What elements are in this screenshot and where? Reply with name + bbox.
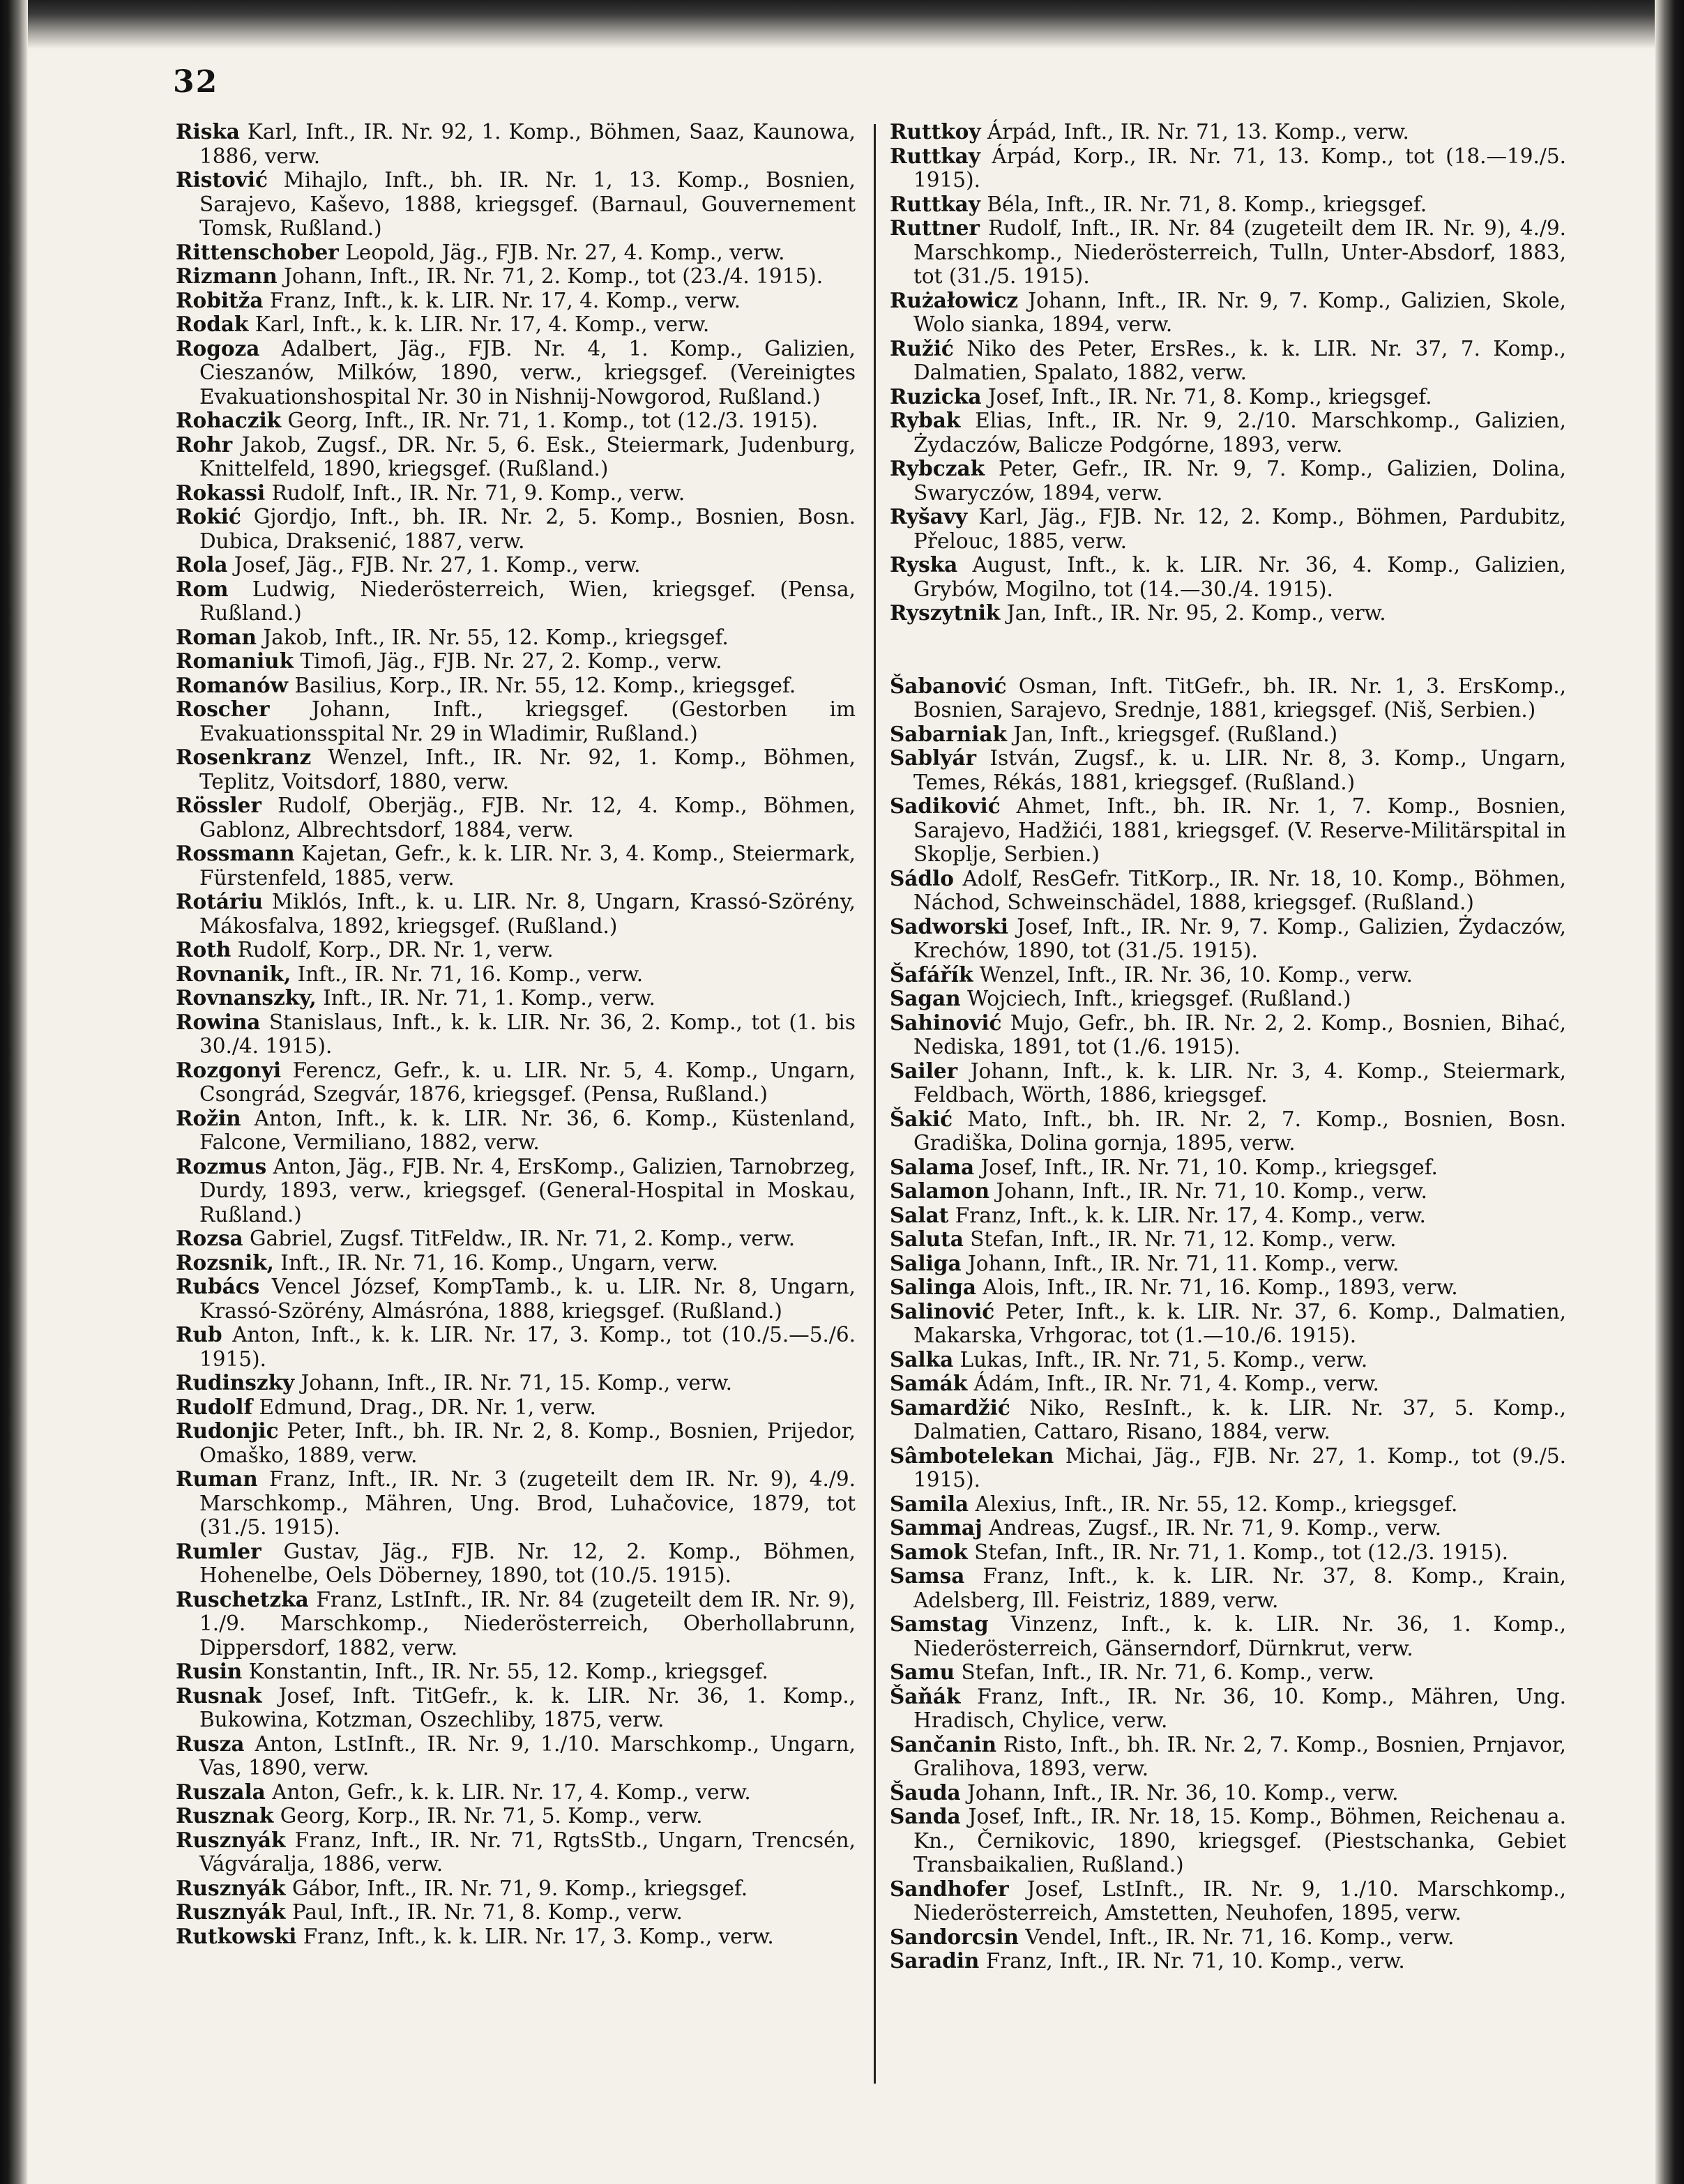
entry-details: Josef, Inft., IR. Nr. 9, 7. Komp., Galizien, Żydaczów, Krechów, 1890, tot (31./5. 1915). (913, 914, 1566, 962)
entry-surname: Rizmann (176, 264, 278, 288)
entry-surname: Rybak (890, 408, 961, 432)
entry-surname: Romanów (176, 672, 289, 697)
entry-details: Edmund, Drag., DR. Nr. 1, verw. (252, 1395, 596, 1419)
entry-surname: Salamon (890, 1178, 990, 1203)
entry-surname: Ruszala (176, 1779, 266, 1804)
entry-surname: Sadiković (890, 794, 1001, 818)
entry-surname: Sâmbotelekan (890, 1443, 1054, 1468)
entry-details: Rudolf, Oberjäg., FJB. Nr. 12, 4. Komp., Böhmen, Gablonz, Albrechtsdorf, 1884, verw. (199, 794, 856, 842)
entry-details: Johann, Inft., IR. Nr. 71, 10. Komp., verw. (989, 1179, 1427, 1203)
entry-details: Ahmet, Inft., bh. IR. Nr. 1, 7. Komp., Bosnien, Sarajevo, Hadžići, 1881, kriegsgef. (V. Reserve-Militärspital in Skoplje, Serbien.) (913, 794, 1566, 866)
register-entry (890, 457, 1566, 505)
entry-surname: Ryszytnik (890, 600, 1001, 625)
entry-surname: Sammaj (890, 1515, 983, 1540)
entry-surname: Samsa (890, 1563, 965, 1588)
entry-surname: Sadworski (890, 913, 1008, 939)
register-entry (890, 1252, 1566, 1276)
scan-left-edge (0, 0, 28, 2184)
scan-right-edge (1655, 0, 1684, 2184)
entry-surname: Riska (176, 119, 240, 144)
entry-details: Karl, Inft., k. k. LIR. Nr. 17, 4. Komp., verw. (248, 312, 710, 336)
register-entry (890, 144, 1566, 192)
entry-surname: Samok (890, 1539, 968, 1564)
register-entry (176, 1467, 856, 1540)
register-entry (176, 1010, 856, 1059)
register-entry (890, 987, 1566, 1011)
register-entry (176, 1155, 856, 1227)
entry-details: Josef, Inft., IR. Nr. 18, 15. Komp., Böhmen, Reichenau a. Kn., Černikovic, 1890, kriegsgef. (Piestschanka, Gebiet Transbaikalien, Rußland.) (913, 1805, 1566, 1876)
register-entry (890, 1107, 1566, 1155)
register-entry (176, 168, 856, 241)
entry-details: Árpád, Inft., IR. Nr. 71, 13. Komp., verw. (980, 120, 1409, 144)
entry-details: Paul, Inft., IR. Nr. 71, 8. Komp., verw. (285, 1900, 683, 1924)
entry-details: Anton, LstInft., IR. Nr. 9, 1./10. Marschkomp., Ungarn, Vas, 1890, verw. (199, 1731, 856, 1780)
right-column (890, 120, 1566, 1973)
register-entry (890, 1564, 1566, 1612)
right-column-r-entries (890, 120, 1566, 625)
register-entry (176, 649, 856, 674)
register-entry (176, 312, 856, 337)
register-entry (890, 1227, 1566, 1252)
entry-details: Peter, Gefr., IR. Nr. 9, 7. Komp., Galizien, Dolina, Swaryczów, 1894, verw. (913, 457, 1566, 505)
entry-details: Adolf, ResGefr. TitKorp., IR. Nr. 18, 10. Komp., Böhmen, Náchod, Schweinschädel, 1888, kriegsgef. (Rußland.) (913, 866, 1566, 914)
page-number: 32 (173, 64, 219, 100)
register-entry (176, 842, 856, 890)
register-entry (176, 1925, 856, 1949)
register-entry (176, 1323, 856, 1371)
entry-surname: Rola (176, 552, 228, 577)
register-entry (176, 120, 856, 168)
register-entry (890, 1733, 1566, 1781)
entry-surname: Salinga (890, 1275, 977, 1299)
entry-surname: Rodak (176, 312, 249, 336)
register-entry (890, 216, 1566, 289)
register-entry (176, 1540, 856, 1588)
entry-surname: Salka (890, 1347, 954, 1372)
entry-surname: Sabarniak (890, 721, 1007, 746)
entry-details: Franz, Inft., IR. Nr. 71, 10. Komp., verw. (979, 1949, 1405, 1973)
entry-details: Rudolf, Inft., IR. Nr. 84 (zugeteilt dem IR. Nr. 9), 4./9. Marschkomp., Niederösterreich, Tulln, Unter-Absdorf, 1883, tot (31./5. 1915). (913, 216, 1566, 288)
entry-details: Stanislaus, Inft., k. k. LIR. Nr. 36, 2. Komp., tot (1. bis 30./4. 1915). (199, 1010, 856, 1058)
entry-surname: Rozgonyi (176, 1057, 282, 1082)
entry-details: Franz, Inft., k. k. LIR. Nr. 17, 3. Komp., verw. (296, 1924, 774, 1948)
entry-surname: Rohr (176, 432, 233, 457)
entry-surname: Rozmus (176, 1153, 267, 1178)
register-entry (890, 289, 1566, 337)
register-entry (890, 1492, 1566, 1517)
register-entry (176, 577, 856, 625)
entry-surname: Rozsnik, (176, 1250, 274, 1275)
entry-details: István, Zugsf., k. u. LIR. Nr. 8, 3. Komp., Ungarn, Temes, Rékás, 1881, kriegsgef. (Rußland.) (913, 746, 1566, 794)
entry-surname: Saradin (890, 1948, 980, 1973)
column-divider (874, 124, 876, 2084)
entry-details: Johann, Inft., IR. Nr. 71, 2. Komp., tot (23./4. 1915). (277, 264, 824, 288)
entry-surname: Samila (890, 1491, 969, 1516)
register-entry (890, 1877, 1566, 1925)
register-entry (890, 1781, 1566, 1805)
entry-details: Wenzel, Inft., IR. Nr. 92, 1. Komp., Böhmen, Teplitz, Voitsdorf, 1880, verw. (199, 745, 856, 794)
register-entry (176, 409, 856, 433)
register-entry (176, 986, 856, 1010)
register-entry (176, 289, 856, 313)
entry-surname: Rutkowski (176, 1923, 297, 1948)
entry-surname: Ruttkay (890, 191, 980, 216)
entry-surname: Ruttkay (890, 143, 980, 168)
entry-surname: Rusznyák (176, 1827, 286, 1852)
entry-surname: Robitža (176, 287, 264, 312)
entry-details: Johann, Inft., IR. Nr. 36, 10. Komp., verw. (960, 1780, 1399, 1805)
entry-details: Ludwig, Niederösterreich, Wien, kriegsgef. (Pensa, Rußland.) (199, 577, 856, 625)
entry-details: Stefan, Inft., IR. Nr. 71, 6. Komp., verw. (955, 1660, 1375, 1684)
entry-surname: Ruzicka (890, 384, 982, 409)
register-entry (890, 192, 1566, 217)
entry-surname: Rožin (176, 1105, 241, 1130)
register-entry (176, 505, 856, 553)
register-entry (176, 938, 856, 962)
entry-details: Mujo, Gefr., bh. IR. Nr. 2, 2. Komp., Bosnien, Bihać, Nediska, 1891, tot (1./6. 1915). (913, 1010, 1566, 1059)
entry-details: Gabriel, Zugsf. TitFeldw., IR. Nr. 71, 2. Komp., verw. (243, 1227, 796, 1250)
entry-surname: Roth (176, 937, 232, 962)
entry-details: Niko, ResInft., k. k. LIR. Nr. 37, 5. Komp., Dalmatien, Cattaro, Risano, 1884, verw. (913, 1395, 1566, 1443)
entry-details: Franz, Inft., k. k. LIR. Nr. 17, 4. Komp., verw. (948, 1203, 1426, 1227)
entry-surname: Rokassi (176, 480, 266, 505)
entry-details: Franz, LstInft., IR. Nr. 84 (zugeteilt dem IR. Nr. 9), 1./9. Marschkomp., Niederösterreich, Oberhollabrunn, Dippersdorf, 1882, verw. (199, 1587, 856, 1660)
register-entry (176, 1732, 856, 1780)
register-entry (890, 1396, 1566, 1444)
entry-surname: Rumler (176, 1538, 261, 1563)
entry-surname: Ruttkoy (890, 119, 981, 144)
entry-surname: Rokić (176, 504, 241, 529)
register-entry (890, 1540, 1566, 1565)
entry-details: Inft., IR. Nr. 71, 16. Komp., verw. (291, 962, 644, 986)
entry-details: Peter, Inft., bh. IR. Nr. 2, 8. Komp., Bosnien, Prijedor, Omaško, 1889, verw. (199, 1419, 856, 1467)
entry-details: Inft., IR. Nr. 71, 1. Komp., verw. (316, 986, 655, 1010)
entry-details: Leopold, Jäg., FJB. Nr. 27, 4. Komp., verw. (338, 240, 785, 264)
entry-details: Johann, Inft., kriegsgef. (Gestorben im Evakuationsspital Nr. 29 in Wladimir, Rußland.) (199, 697, 856, 745)
left-column (176, 120, 856, 1948)
entry-surname: Sandhofer (890, 1876, 1009, 1901)
register-entry (176, 1876, 856, 1901)
entry-surname: Rub (176, 1322, 222, 1347)
entry-details: Anton, Jäg., FJB. Nr. 4, ErsKomp., Galizien, Tarnobrzeg, Durdy, 1893, verw., kriegsgef. (General-Hospital in Moskau, Rußland.) (199, 1154, 856, 1227)
entry-surname: Rössler (176, 793, 261, 817)
register-entry (890, 1516, 1566, 1540)
register-entry (176, 337, 856, 409)
entry-surname: Roman (176, 624, 257, 649)
register-entry (890, 722, 1566, 747)
register-entry (176, 241, 856, 265)
entry-details: Elias, Inft., IR. Nr. 9, 2./10. Marschkomp., Galizien, Żydaczów, Balicze Podgórne, 1893, verw. (913, 409, 1566, 457)
entry-details: Jakob, Zugsf., DR. Nr. 5, 6. Esk., Steiermark, Judenburg, Knittelfeld, 1890, kriegsgef. (Rußland.) (199, 432, 856, 480)
entry-details: Lukas, Inft., IR. Nr. 71, 5. Komp., verw. (953, 1347, 1368, 1372)
entry-details: Andreas, Zugsf., IR. Nr. 71, 9. Komp., verw. (982, 1516, 1441, 1540)
entry-details: Anton, Inft., k. k. LIR. Nr. 36, 6. Komp., Küstenland, Falcone, Vermiliano, 1882, verw. (199, 1106, 856, 1154)
register-entry (890, 1059, 1566, 1107)
entry-surname: Sablyár (890, 745, 977, 770)
register-entry (890, 553, 1566, 601)
entry-details: Vinzenz, Inft., k. k. LIR. Nr. 36, 1. Komp., Niederösterreich, Gänserndorf, Dürnkrut, verw. (913, 1612, 1566, 1660)
entry-details: Béla, Inft., IR. Nr. 71, 8. Komp., kriegsgef. (980, 192, 1427, 216)
entry-surname: Šafářík (890, 962, 973, 987)
entry-details: Rudolf, Korp., DR. Nr. 1, verw. (231, 938, 554, 962)
entry-surname: Rusza (176, 1731, 245, 1756)
entry-details: Miklós, Inft., k. u. LIR. Nr. 8, Ungarn, Krassó-Szörény, Mákosfalva, 1892, kriegsgef. (Rußland.) (199, 890, 856, 938)
register-entry (890, 1612, 1566, 1660)
entry-surname: Roscher (176, 697, 270, 721)
entry-details: Franz, Inft., IR. Nr. 36, 10. Komp., Mähren, Ung. Hradisch, Chylice, verw. (913, 1684, 1566, 1732)
entry-surname: Sagan (890, 986, 961, 1010)
entry-surname: Rovnanik, (176, 961, 291, 986)
register-entry (176, 794, 856, 842)
entry-surname: Ryska (890, 552, 958, 577)
entry-surname: Romaniuk (176, 649, 294, 673)
entry-details: Johann, Inft., k. k. LIR. Nr. 3, 4. Komp., Steiermark, Feldbach, Wörth, 1886, kriegsgef. (913, 1059, 1566, 1107)
register-entry (890, 1179, 1566, 1204)
entry-details: Johann, Inft., IR. Nr. 71, 15. Komp., verw. (294, 1371, 733, 1395)
register-entry (890, 915, 1566, 963)
entry-details: Anton, Inft., k. k. LIR. Nr. 17, 3. Komp., tot (10./5.—5./6. 1915). (199, 1323, 856, 1371)
entry-details: Stefan, Inft., IR. Nr. 71, 12. Komp., verw. (963, 1227, 1397, 1251)
entry-details: Wenzel, Inft., IR. Nr. 36, 10. Komp., verw. (973, 962, 1413, 987)
entry-surname: Rowina (176, 1009, 261, 1034)
register-entry (176, 553, 856, 577)
register-entry (890, 337, 1566, 385)
register-entry (176, 1227, 856, 1251)
entry-surname: Šaňák (890, 1683, 961, 1708)
register-entry (890, 1444, 1566, 1492)
entry-details: Josef, Inft. TitGefr., k. k. LIR. Nr. 36, 1. Komp., Bukowina, Kotzman, Oszechliby, 1875, verw. (199, 1683, 856, 1731)
register-entry (890, 794, 1566, 867)
entry-details: Josef, Inft., IR. Nr. 71, 10. Komp., kriegsgef. (974, 1155, 1438, 1179)
entry-surname: Sanda (890, 1804, 961, 1828)
register-entry (176, 264, 856, 289)
entry-details: Gábor, Inft., IR. Nr. 71, 9. Komp., kriegsgef. (285, 1876, 748, 1900)
entry-details: Karl, Jäg., FJB. Nr. 12, 2. Komp., Böhmen, Pardubitz, Přelouc, 1885, verw. (913, 505, 1566, 553)
entry-surname: Rossmann (176, 841, 295, 865)
register-entry (176, 745, 856, 794)
register-entry (890, 963, 1566, 987)
entry-details: Josef, Jäg., FJB. Nr. 27, 1. Komp., verw. (227, 553, 641, 577)
register-entry (176, 674, 856, 698)
entry-details: Basilius, Korp., IR. Nr. 55, 12. Komp., kriegsgef. (288, 673, 796, 697)
register-entry (890, 1348, 1566, 1372)
entry-surname: Rubács (176, 1274, 260, 1298)
entry-surname: Ruschetzka (176, 1586, 309, 1612)
register-entry (176, 1251, 856, 1275)
entry-surname: Rosenkranz (176, 745, 312, 769)
register-entry (890, 1300, 1566, 1348)
register-entry (890, 1925, 1566, 1950)
entry-details: Vendel, Inft., IR. Nr. 71, 16. Komp., verw. (1018, 1925, 1455, 1949)
register-entry (890, 1949, 1566, 1973)
entry-surname: Rohaczik (176, 408, 282, 432)
register-entry (890, 867, 1566, 915)
entry-surname: Rudonjic (176, 1418, 279, 1443)
entry-details: Alois, Inft., IR. Nr. 71, 16. Komp., 1893, verw. (976, 1275, 1458, 1299)
register-entry (176, 1684, 856, 1732)
entry-details: Josef, Inft., IR. Nr. 71, 8. Komp., kriegsgef. (981, 384, 1432, 409)
register-entry (176, 1780, 856, 1805)
register-entry (176, 1059, 856, 1107)
entry-details: Konstantin, Inft., IR. Nr. 55, 12. Komp., kriegsgef. (242, 1660, 768, 1683)
register-entry (890, 120, 1566, 144)
entry-details: Gustav, Jäg., FJB. Nr. 12, 2. Komp., Böhmen, Hohenelbe, Oels Döberney, 1890, tot (10./5. 1915). (199, 1539, 856, 1587)
entry-surname: Saliga (890, 1250, 962, 1275)
register-entry (890, 1805, 1566, 1877)
entry-surname: Sahinović (890, 1010, 1002, 1035)
register-entry (176, 1804, 856, 1828)
entry-details: Karl, Inft., IR. Nr. 92, 1. Komp., Böhmen, Saaz, Kaunowa, 1886, verw. (199, 120, 856, 168)
scan-top-edge (0, 0, 1684, 49)
entry-details: Adalbert, Jäg., FJB. Nr. 4, 1. Komp., Galizien, Cieszanów, Milków, 1890, verw., kriegsgef. (Vereinigtes Evakuationshospital Nr. 30 in Nishnij-Nowgorod, Rußland.) (199, 336, 856, 409)
entry-details: Jan, Inft., kriegsgef. (Rußland.) (1006, 722, 1338, 746)
register-entry (176, 1371, 856, 1395)
entry-details: Risto, Inft., bh. IR. Nr. 2, 7. Komp., Bosnien, Prnjavor, Gralihova, 1893, verw. (913, 1732, 1566, 1780)
entry-details: Rudolf, Inft., IR. Nr. 71, 9. Komp., verw. (265, 480, 685, 505)
entry-surname: Sančanin (890, 1731, 997, 1757)
entry-surname: Rittenschober (176, 239, 339, 264)
entry-details: Franz, Inft., IR. Nr. 3 (zugeteilt dem IR. Nr. 9), 4./9. Marschkomp., Mähren, Ung. Brod, Luhačovice, 1879, tot (31./5. 1915). (199, 1467, 856, 1539)
entry-surname: Sandorcsin (890, 1924, 1019, 1949)
register-entry (176, 1107, 856, 1155)
section-gap (890, 625, 1566, 674)
register-entry (890, 409, 1566, 457)
register-entry (890, 1685, 1566, 1733)
entry-surname: Ristović (176, 167, 268, 192)
register-entry (176, 1660, 856, 1684)
entry-details: Osman, Inft. TitGefr., bh. IR. Nr. 1, 3. ErsKomp., Bosnien, Sarajevo, Srednje, 1881, kriegsgef. (Niš, Serbien.) (913, 674, 1566, 722)
entry-surname: Samstag (890, 1612, 989, 1636)
entry-surname: Rudinszky (176, 1370, 295, 1395)
entry-surname: Salat (890, 1202, 949, 1227)
entry-surname: Sádlo (890, 865, 954, 890)
entry-details: Mihajlo, Inft., bh. IR. Nr. 1, 13. Komp., Bosnien, Sarajevo, Kaševo, 1888, kriegsgef. (Barnaul, Gouvernement Tomsk, Rußland.) (199, 168, 856, 240)
register-entry (890, 385, 1566, 409)
entry-surname: Saluta (890, 1227, 964, 1251)
entry-details: Josef, LstInft., IR. Nr. 9, 1./10. Marschkomp., Niederösterreich, Amstetten, Neuhofen, 1895, verw. (913, 1876, 1566, 1925)
entry-details: Árpád, Korp., IR. Nr. 71, 13. Komp., tot (18.—19./5. 1915). (913, 144, 1566, 192)
register-entry (176, 890, 856, 938)
entry-surname: Samák (890, 1371, 968, 1395)
entry-surname: Samardžić (890, 1395, 1010, 1420)
entry-surname: Rusin (176, 1659, 243, 1683)
entry-surname: Rotáriu (176, 889, 264, 913)
entry-details: Jakob, Inft., IR. Nr. 55, 12. Komp., kriegsgef. (256, 625, 729, 649)
register-entry (176, 1275, 856, 1323)
register-entry (890, 1660, 1566, 1685)
register-entry (890, 1275, 1566, 1300)
entry-surname: Rybczak (890, 456, 985, 480)
entry-surname: Rovnanszky, (176, 985, 317, 1010)
entry-surname: Rużałowicz (890, 287, 1019, 312)
entry-details: Kajetan, Gefr., k. k. LIR. Nr. 3, 4. Komp., Steiermark, Fürstenfeld, 1885, verw. (199, 842, 856, 890)
register-entry (890, 1204, 1566, 1228)
entry-details: Georg, Korp., IR. Nr. 71, 5. Komp., verw. (273, 1804, 703, 1828)
register-entry (176, 1588, 856, 1660)
register-entry (176, 1828, 856, 1876)
entry-surname: Salinović (890, 1298, 995, 1324)
entry-details: August, Inft., k. k. LIR. Nr. 36, 4. Komp., Galizien, Grybów, Mogilno, tot (14.—30./4. 1915). (913, 553, 1566, 601)
register-entry (176, 1419, 856, 1467)
right-column-s-entries (890, 674, 1566, 1973)
entry-details: Franz, Inft., IR. Nr. 71, RgtsStb., Ungarn, Trencsén, Vágváralja, 1886, verw. (199, 1828, 856, 1876)
entry-surname: Rom (176, 576, 229, 601)
register-entry (890, 674, 1566, 722)
entry-surname: Rogoza (176, 335, 260, 361)
register-entry (890, 746, 1566, 794)
entry-details: Ádám, Inft., IR. Nr. 71, 4. Komp., verw. (967, 1372, 1379, 1395)
register-entry (890, 505, 1566, 553)
entry-details: Niko des Peter, ErsRes., k. k. LIR. Nr. 37, 7. Komp., Dalmatien, Spalato, 1882, verw. (913, 336, 1566, 384)
entry-details: Peter, Inft., k. k. LIR. Nr. 37, 6. Komp., Dalmatien, Makarska, Vrhgorac, tot (1.—10./6. 1915). (913, 1299, 1566, 1347)
entry-details: Alexius, Inft., IR. Nr. 55, 12. Komp., kriegsgef. (969, 1492, 1458, 1516)
register-entry (176, 1900, 856, 1925)
entry-surname: Rusznak (176, 1803, 274, 1828)
entry-surname: Samu (890, 1660, 955, 1684)
register-entry (176, 481, 856, 506)
entry-details: Franz, Inft., k. k. LIR. Nr. 37, 8. Komp., Krain, Adelsberg, Ill. Feistriz, 1889, verw. (913, 1564, 1566, 1612)
entry-details: Michai, Jäg., FJB. Nr. 27, 1. Komp., tot (9./5. 1915). (913, 1443, 1566, 1492)
entry-surname: Rusznyák (176, 1899, 286, 1924)
entry-surname: Šabanović (890, 673, 1007, 698)
register-entry (176, 962, 856, 987)
register-entry (176, 697, 856, 745)
entry-details: Johann, Inft., IR. Nr. 9, 7. Komp., Galizien, Skole, Wolo sianka, 1894, verw. (913, 288, 1566, 336)
entry-details: Vencel József, KompTamb., k. u. LIR. Nr. 8, Ungarn, Krassó-Szörény, Almásróna, 1888, kriegsgef. (Rußland.) (199, 1275, 856, 1323)
entry-surname: Ruman (176, 1466, 258, 1491)
register-entry (890, 601, 1566, 625)
entry-surname: Rusnak (176, 1683, 262, 1708)
entry-details: Timofi, Jäg., FJB. Nr. 27, 2. Komp., verw. (294, 649, 722, 673)
entry-details: Ferencz, Gefr., k. u. LIR. Nr. 5, 4. Komp., Ungarn, Csongrád, Szegvár, 1876, kriegsgef. (Pensa, Rußland.) (199, 1058, 856, 1106)
entry-details: Wojciech, Inft., kriegsgef. (Rußland.) (960, 987, 1351, 1010)
entry-details: Johann, Inft., IR. Nr. 71, 11. Komp., verw. (961, 1251, 1399, 1275)
entry-details: Inft., IR. Nr. 71, 16. Komp., Ungarn, verw. (273, 1250, 719, 1275)
register-entry (890, 1011, 1566, 1059)
entry-surname: Rudolf (176, 1394, 253, 1419)
entry-surname: Sailer (890, 1058, 958, 1083)
register-entry (176, 1395, 856, 1420)
entry-surname: Ružić (890, 335, 954, 361)
register-entry (890, 1372, 1566, 1396)
entry-surname: Šauda (890, 1780, 961, 1805)
entry-details: Stefan, Inft., IR. Nr. 71, 1. Komp., tot (12./3. 1915). (967, 1540, 1509, 1564)
entry-surname: Šakić (890, 1106, 953, 1131)
entry-details: Franz, Inft., k. k. LIR. Nr. 17, 4. Komp., verw. (263, 288, 741, 312)
entry-surname: Rozsa (176, 1226, 243, 1250)
entry-details: Gjordjo, Inft., bh. IR. Nr. 2, 5. Komp., Bosnien, Bosn. Dubica, Draksenić, 1887, verw. (199, 505, 856, 553)
entry-surname: Rusznyák (176, 1875, 286, 1900)
entry-surname: Ruttner (890, 215, 980, 240)
entry-details: Georg, Inft., IR. Nr. 71, 1. Komp., tot (12./3. 1915). (281, 409, 819, 432)
register-entry (890, 1155, 1566, 1180)
entry-surname: Ryšavy (890, 504, 968, 529)
entry-details: Anton, Gefr., k. k. LIR. Nr. 17, 4. Komp., verw. (265, 1780, 751, 1804)
entry-details: Jan, Inft., IR. Nr. 95, 2. Komp., verw. (1000, 601, 1386, 625)
register-entry (176, 625, 856, 650)
register-entry (176, 433, 856, 481)
entry-surname: Salama (890, 1154, 975, 1179)
entry-details: Mato, Inft., bh. IR. Nr. 2, 7. Komp., Bosnien, Bosn. Gradiška, Dolina gornja, 1895, verw. (913, 1107, 1566, 1155)
